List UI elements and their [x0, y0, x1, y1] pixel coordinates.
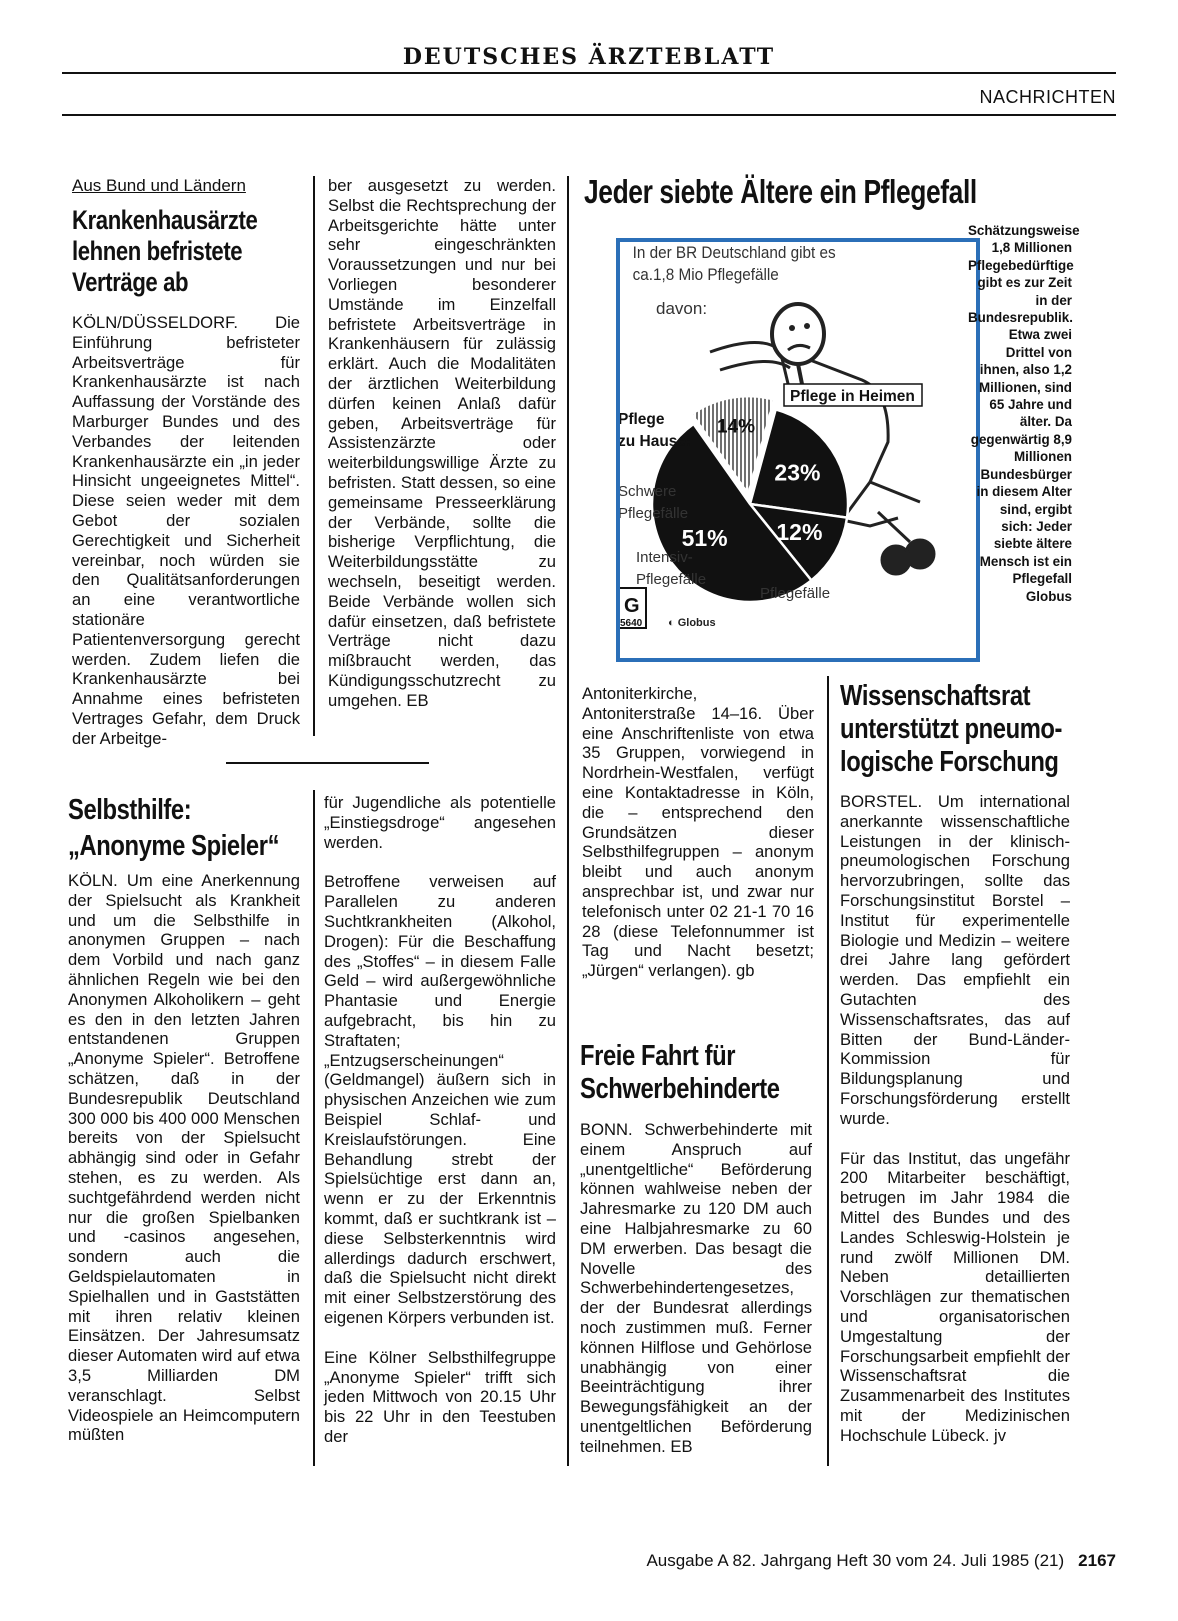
article5-headline: Wissenschaftsrat unterstützt pneumo- logische Forschung: [840, 680, 1063, 778]
article1-body-col2: ber ausgesetzt zu werden. Selbst die Rechtsprechung der Arbeitsgerichte hätte unter sehr eingeschränkten Voraussetzungen und nur bei Vorliegen besonderer Umstände im Einzelfall befristete Arbeitsverträge in Krankenhäusern für zulässig erklärt. Auch die Modalitäten der ärztlichen Weiterbildung dürfen keinen Anlaß dafür geben, Arbeitsverträge für Assistenzärzte oder weiterbildungswillige Ärzte zu befristen. Statt dessen, so eine gemeinsame Presseerklärung der Verbände, sollte die bisherige Verpflichtung, die Weiterbildungsstätte zu wechseln, beseitigt werden. Beide Verbände wollen sich dafür einsetzen, daß befristete Verträge nicht dazu mißbraucht werden, das Kündigungsschutzrecht zu umgehen. EB: [328, 176, 556, 710]
svg-text:G: G: [624, 595, 640, 617]
pie-chart: [620, 242, 976, 658]
article-separator: [226, 762, 429, 764]
article1-kicker: Aus Bund und Ländern: [72, 176, 246, 195]
chart-caption: Schätzungsweise 1,8 Millionen Pflegebedürftige gibt es zur Zeit in der Bundesrepublik. Etwa zwei Drittel von ihnen, also 1,2 Millionen, sind 65 Jahre und älter. Da gegenwärtig 8,9 Millionen Bundesbürger in diesem Alter sind, ergibt sich: Jeder siebte ältere Mensch ist ein Pflegefall Globus: [968, 223, 1080, 604]
chart-title-line2: ca.1,8 Mio Pflegefälle: [632, 265, 779, 285]
chart-group-label-1: Pflege: [620, 411, 665, 428]
globus-badge: [620, 588, 646, 629]
pie-value-label: 51%: [681, 525, 728, 552]
section-label: NACHRICHTEN: [979, 87, 1116, 107]
column-divider: [567, 176, 569, 1466]
chart-title-line1: In der BR Deutschland gibt es: [632, 243, 836, 263]
article2-headline: Selbsthilfe: „Anonyme Spieler“: [68, 794, 280, 862]
column-divider: [313, 176, 315, 736]
chart-source: ◐ Globus: [668, 617, 716, 629]
pie-value-label: 12%: [776, 519, 823, 546]
pie-value-label: 14%: [716, 416, 756, 438]
footer-issue: Ausgabe A 82. Jahrgang Heft 30 vom 24. Juli 1985 (21): [646, 1551, 1065, 1570]
pie-value-label: 23%: [774, 459, 821, 486]
masthead: DEUTSCHES ÄRZTEBLATT: [402, 44, 776, 70]
slice-label-schwere-2: Pflegefälle: [620, 505, 689, 522]
article3-headline: Jeder siebte Ältere ein Pflegefall: [584, 173, 977, 210]
header-rule: [62, 114, 1116, 116]
slice-label-intensiv-1: Intensiv-: [636, 549, 693, 566]
slice-label-schwere-1: Schwere: [620, 483, 677, 500]
svg-text:Pflege in Heimen: Pflege in Heimen: [790, 388, 915, 405]
slice-label-intensiv-2: Pflegefälle: [636, 571, 707, 588]
column-divider: [827, 676, 829, 1466]
article1-body-col1: KÖLN/DÜSSELDORF. Die Einführung befristeter Arbeitsverträge für Krankenhausärzte ist nach Auffassung der Vorstände des Marburger Bundes und des Verbandes der leitenden Krankenhausärzte ein „in jeder Hinsicht ungeeignetes Mittel“. Diese seien weder mit dem Gebot der sozialen Gerechtigkeit und Sicherheit vereinbar, noch würden sie den Qualitätsanforderungen an eine verantwortliche stationäre Patientenversorgung gerecht werden. Zudem liefen die Krankenhausärzte bei Annahme eines befristeten Vertrages Gefahr, dem Druck der Arbeitge-: [72, 313, 300, 748]
article2-body-col1: KÖLN. Um eine Anerkennung der Spielsucht als Krankheit und um die Selbsthilfe in anonymen Gruppen – nach dem Vorbild und nach ganz ähnlichen Regeln wie bei den Anonymen Alkoholikern – geht es den in den letzten Jahren entstandenen Gruppen „Anonyme Spieler“. Betroffene schätzen, daß in der Bundesrepublik Deutschland 300 000 bis 400 000 Menschen bereits von der Spielsucht abhängig sind oder in Gefahr stehen, es zu werden. Als suchtgefährdend werden nicht nur die großen Spielbanken und -casinos angesehen, sondern auch die Geldspielautomaten in Spielhallen und in Gaststätten mit ihren relativ kleinen Einsätzen. Der Jahresumsatz dieser Automaten wird auf etwa 3,5 Milliarden DM veranschlagt. Selbst Videospiele an Heimcomputern müßten: [68, 871, 300, 1445]
article2-body-col3: Antoniterkirche, Antoniterstraße 14–16. Über eine Anschriftenliste von etwa 35 Gruppen, vorwiegend in Nordrhein-Westfalen, verfügt eine Kontaktadresse in Köln, die – entsprechend den Grundsätzen dieser Selbsthilfegruppen – anonym bleibt und auch anonym ansprechbar ist, und zwar nur telefonisch unter 02 21-1 70 16 28 (diese Telefonnummer ist Tag und Nacht besetzt; „Jürgen“ verlangen). gb: [582, 684, 814, 981]
article4-body: BONN. Schwerbehinderte mit einem Anspruch auf „unentgeltliche“ Beförderung können wahlweise neben der Jahresmarke zu 120 DM auch eine Halbjahresmarke zu 60 DM erwerben. Das besagt die Novelle des Schwerbehindertengesetzes, der der Bundesrat allerdings noch zustimmen muß. Ferner können Hilflose und Gehörlose unabhängig von einer Beeinträchtigung ihrer Bewegungsfähigkeit an der unentgeltlichen Beförderung teilnehmen. EB: [580, 1120, 812, 1456]
article5-body: BORSTEL. Um international anerkannte wissenschaftliche Leistungen in der klinisch-pneumologischen Forschung hervorzubringen, sollte das Forschungsinstitut Borstel – Institut für experimentelle Biologie und Medizin – weitere drei Jahre lang gefördert werden. Das empfiehlt ein Gutachten des Wissenschaftsrates, das auf Bitten der Bund-Länder-Kommission für Bildungsplanung und Forschungsförderung erstellt wurde. Für das Institut, das ungefähr 200 Mitarbeiter beschäftigt, betrugen im Jahr 1984 die Mittel des Bundes und des Landes Schleswig-Holstein je rund zwölf Millionen DM. Neben detaillierten Vorschlägen zur thematischen und organisatorischen Umgestaltung der Forschungsarbeit empfiehlt der Wissenschaftsrat die Zusammenarbeit des Institutes mit der Medizinischen Hochschule Lübeck. jv: [840, 792, 1070, 1445]
article4-headline: Freie Fahrt für Schwerbehinderte: [580, 1040, 780, 1105]
svg-text:5640: 5640: [620, 618, 643, 629]
column-divider: [313, 790, 315, 1466]
article1-headline: Krankenhausärzte lehnen befristete Verträge ab: [72, 205, 258, 297]
article2-body-col2: für Jugendliche als potentielle „Einstiegsdroge“ angesehen werden. Betroffene verweisen auf Parallelen zu anderen Suchtkrankheiten (Alkohol, Drogen): Für die Beschaffung des „Stoffes“ – in diesem Falle Geld – wird außergewöhnliche Phantasie und Energie aufgebracht, bis hin zu Straftaten; „Entzugserscheinungen“ (Geldmangel) äußern sich in physischen Anzeichen wie zum Beispiel Schlaf- und Kreislaufstörungen. Eine Behandlung strebt der Spielsüchtige erst dann an, wenn er zu der Erkenntnis kommt, daß er suchtkrank ist – diese Selbsterkenntnis wird allerdings dadurch erschwert, daß die Spielsucht nicht direkt mit einer Selbstzerstörung des eigenen Körpers verbunden ist. Eine Kölner Selbsthilfegruppe „Anonyme Spieler“ trifft sich jeden Mittwoch von 20.15 Uhr bis 22 Uhr in den Teestuben der: [324, 793, 556, 1446]
chart-subtitle: davon:: [656, 299, 708, 318]
slice-label-heime: [784, 384, 922, 406]
slice-label-pflegefaelle: Pflegefälle: [760, 585, 831, 602]
page-footer: [646, 1551, 1116, 1571]
masthead-rule: [62, 72, 1116, 74]
page-number: 2167: [1078, 1551, 1116, 1570]
chart-group-label-2: zu Hause:: [620, 433, 692, 450]
figure-head: [772, 304, 824, 384]
pie-chart-box: [616, 238, 980, 662]
